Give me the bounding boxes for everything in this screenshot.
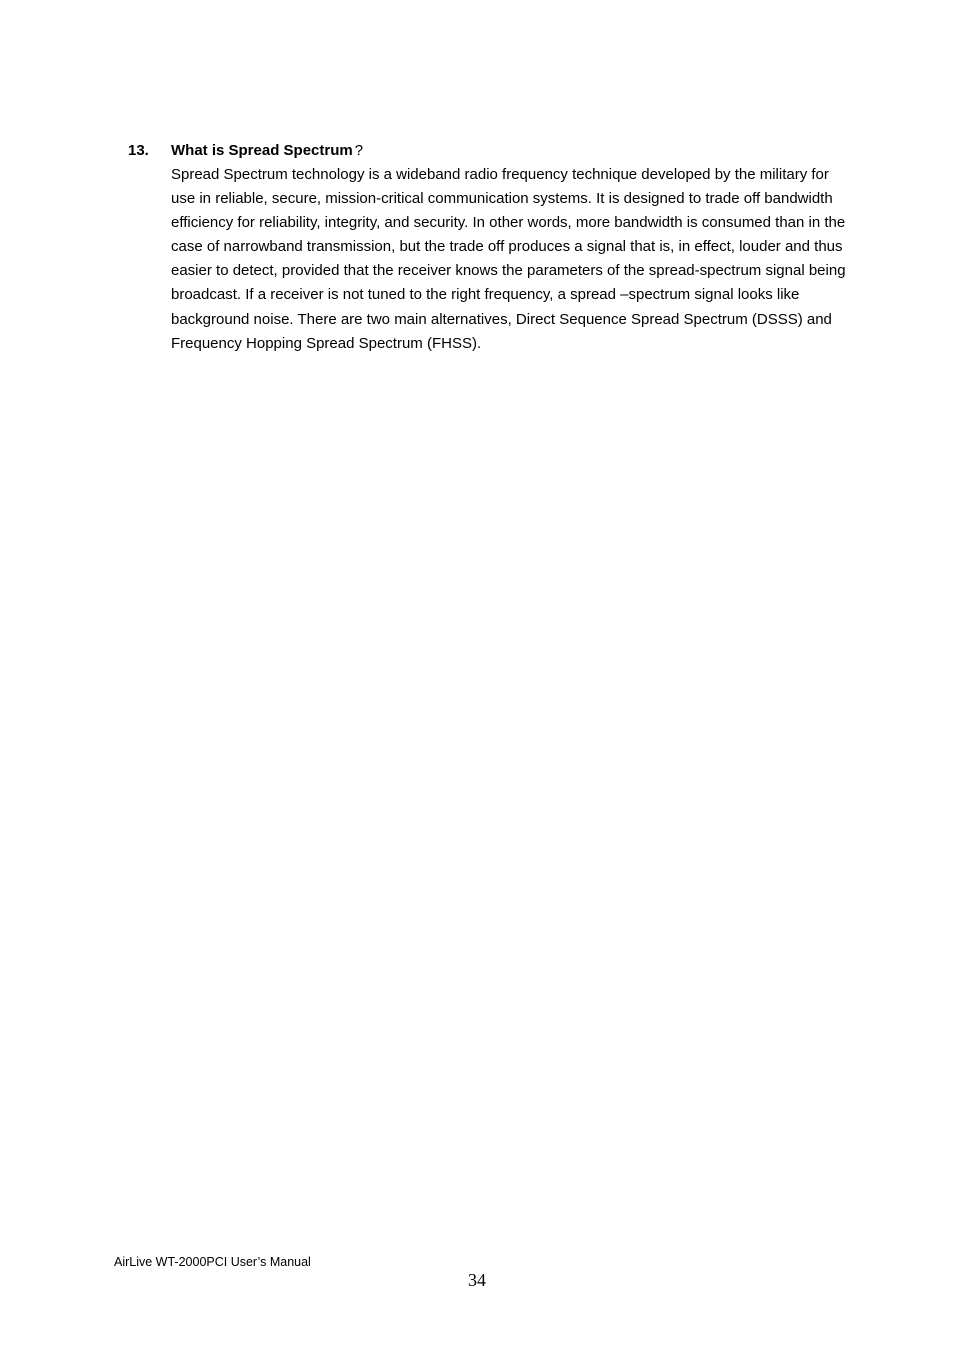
faq-title-text: What is Spread Spectrum (171, 142, 353, 159)
manual-name-footer: AirLive WT-2000PCI User’s Manual (114, 1255, 311, 1269)
question-mark: ? (354, 142, 364, 159)
faq-number: 13. (128, 142, 149, 159)
faq-answer-text: Spread Spectrum technology is a wideband radio frequency technique developed by the military for use in reliable, secure, mission-critical communication systems. It is designed to trade off bandwidth efficiency for reliability, integrity, and security. In other words, more bandwidth is consumed than in the case of narrowband transmission, but the trade off produces a signal that is, in effect, louder and thus easier to detect, provided that the receiver knows the parameters of the spread-spectrum signal being broadcast. If a receiver is not tuned to the right frequency, a spread –spectrum signal looks like background noise. There are two main alternatives, Direct Sequence Spread Spectrum (DSSS) and Frequency Hopping Spread Spectrum (FHSS). (171, 166, 846, 352)
faq-heading (128, 139, 848, 163)
page-number: 34 (468, 1270, 486, 1290)
faq-item-spread-spectrum (128, 139, 848, 356)
faq-title (171, 139, 363, 163)
